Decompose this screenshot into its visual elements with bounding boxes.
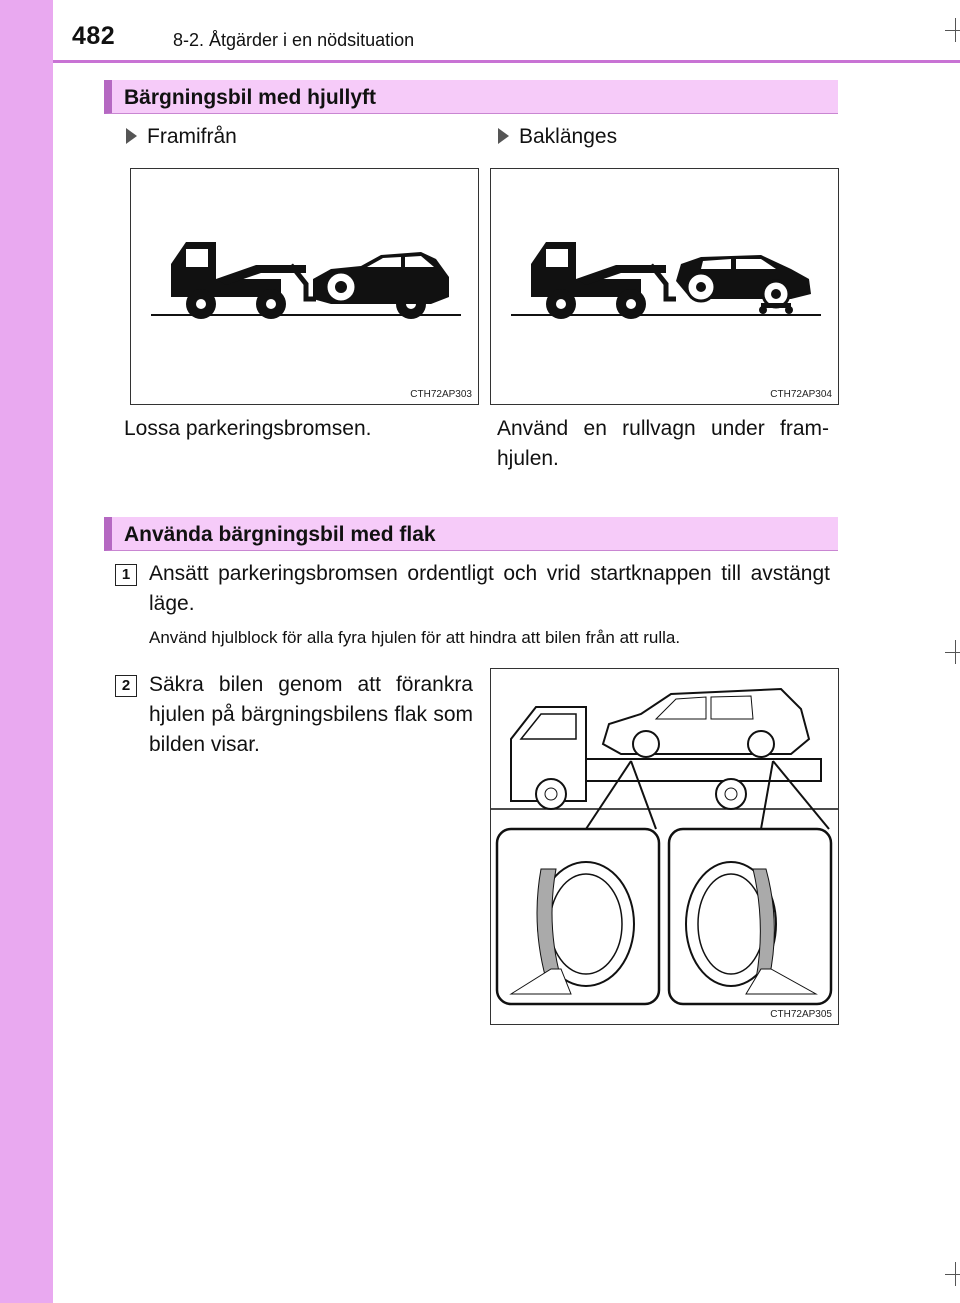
- page-number: 482: [72, 22, 116, 50]
- caption-front: Lossa parkeringsbromsen.: [124, 417, 372, 440]
- sidebar-tab: [0, 0, 53, 1303]
- triangle-bullet-icon: [498, 128, 509, 144]
- subheading-label: Framifrån: [147, 125, 237, 148]
- figure-code: CTH72AP303: [410, 389, 472, 400]
- step-number-2: 2: [115, 675, 137, 697]
- subheading-rear: [498, 125, 617, 149]
- crop-mark: [945, 652, 960, 653]
- figure-flatbed: [490, 668, 839, 1025]
- triangle-bullet-icon: [126, 128, 137, 144]
- subheading-front: [126, 125, 237, 149]
- tow-truck-front-illustration: [131, 169, 478, 404]
- step-1-note: Använd hjulblock för alla fyra hjulen för att hindra att bilen från att rulla.: [149, 628, 681, 647]
- flatbed-truck-illustration: [491, 669, 838, 1024]
- crop-mark: [945, 1274, 960, 1275]
- figure-rear-tow: [490, 168, 839, 405]
- section-title: Använda bärgningsbil med flak: [124, 523, 436, 546]
- header-rule: [53, 60, 960, 63]
- chapter-title: 8-2. Åtgärder i en nödsituation: [173, 30, 415, 50]
- tow-truck-rear-illustration: [491, 169, 838, 404]
- step-1-text: Ansätt parkeringsbromsen ordentligt och vrid startknappen till avstängt läge.: [149, 562, 830, 615]
- figure-front-tow: [130, 168, 479, 405]
- caption-rear: Använd en rullvagn under fram-hjulen.: [497, 417, 829, 470]
- crop-mark: [945, 30, 960, 31]
- figure-code: CTH72AP304: [770, 389, 832, 400]
- section-title: Bärgningsbil med hjullyft: [124, 86, 377, 109]
- step-number-1: 1: [115, 564, 137, 586]
- subheading-label: Baklänges: [519, 125, 618, 148]
- step-2-text: Säkra bilen genom att förankra hjulen på bärgningsbilens flak som bilden visar.: [149, 673, 473, 756]
- section-heading-wheel-lift: [104, 80, 838, 114]
- figure-code: CTH72AP305: [770, 1009, 832, 1020]
- section-heading-flatbed: [104, 517, 838, 551]
